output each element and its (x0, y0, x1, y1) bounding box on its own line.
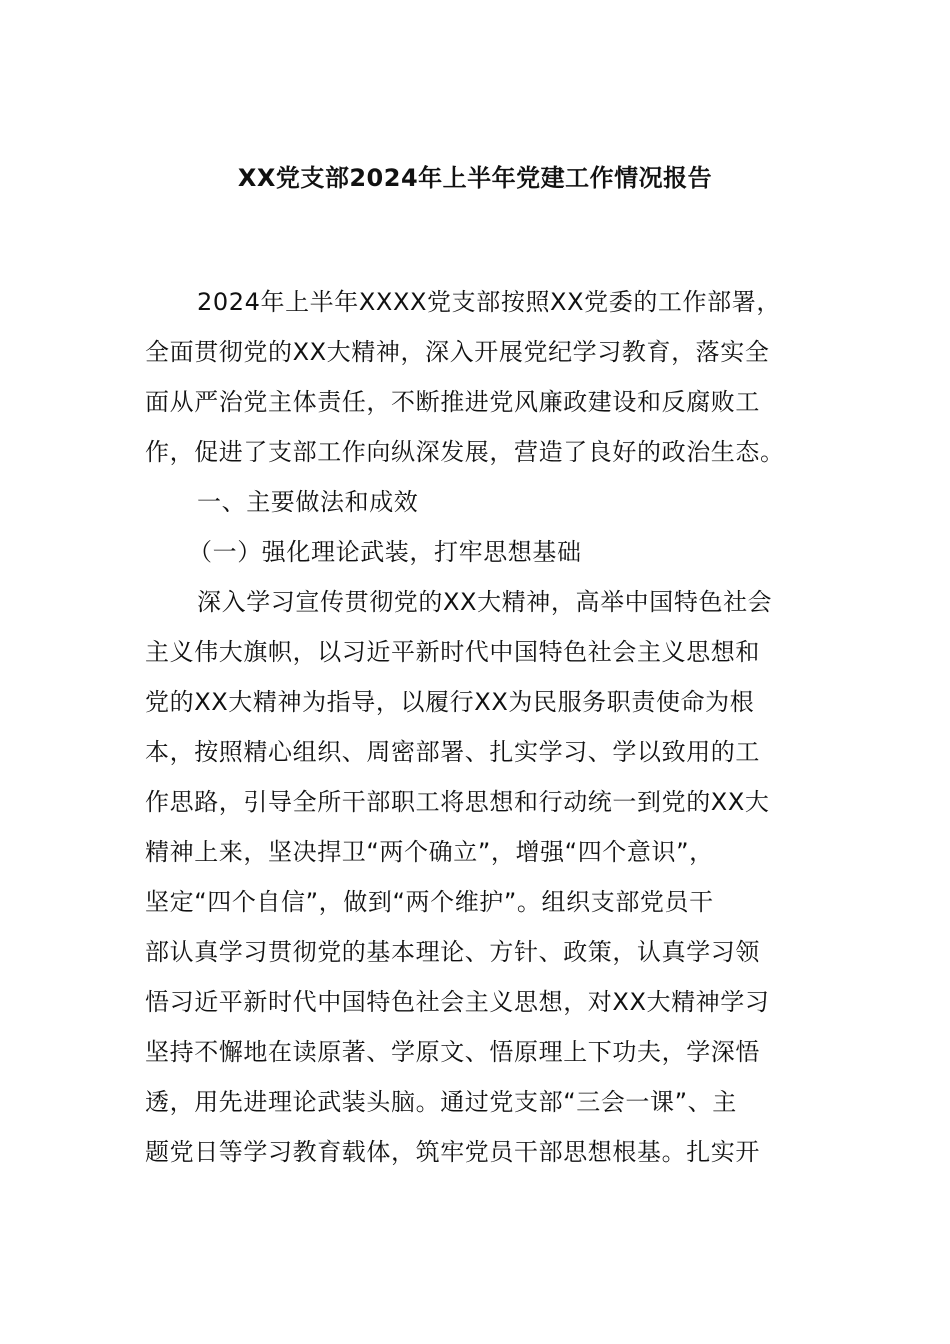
paragraph-line: 全面贯彻党的XX大精神，深入开展党纪学习教育，落实全 (145, 338, 770, 366)
paragraph-line: 党的XX大精神为指导，以履行XX为民服务职责使命为根 (145, 688, 755, 716)
paragraph-line: 作，促进了支部工作向纵深发展，营造了良好的政治生态。 (145, 438, 785, 466)
paragraph-line: 悟习近平新时代中国特色社会主义思想，对XX大精神学习 (145, 988, 770, 1016)
paragraph-line: 2024年上半年XXXX党支部按照XX党委的工作部署， (197, 288, 781, 316)
paragraph-line: 本，按照精心组织、周密部署、扎实学习、学以致用的工 (145, 738, 760, 766)
paragraph-line: 题党日等学习教育载体，筑牢党员干部思想根基。扎实开 (145, 1138, 760, 1166)
paragraph-line: 透，用先进理论武装头脑。通过党支部“三会一课”、主 (145, 1088, 737, 1116)
section-heading: 一、主要做法和成效 (197, 488, 419, 516)
paragraph-line: 主义伟大旗帜，以习近平新时代中国特色社会主义思想和 (145, 638, 760, 666)
document-title: XX党支部2024年上半年党建工作情况报告 (237, 164, 713, 192)
paragraph-line: 作思路，引导全所干部职工将思想和行动统一到党的XX大 (145, 788, 770, 816)
subsection-heading: （一）强化理论武装，打牢思想基础 (188, 538, 582, 566)
paragraph-line: 深入学习宣传贯彻党的XX大精神，高举中国特色社会 (197, 588, 773, 616)
paragraph-line: 坚定“四个自信”，做到“两个维护”。组织支部党员干 (145, 888, 714, 916)
paragraph-line: 面从严治党主体责任，不断推进党风廉政建设和反腐败工 (145, 388, 760, 416)
paragraph-line: 部认真学习贯彻党的基本理论、方针、政策，认真学习领 (145, 938, 760, 966)
paragraph-line: 精神上来，坚决捍卫“两个确立”，增强“四个意识”， (145, 838, 714, 866)
paragraph-line: 坚持不懈地在读原著、学原文、悟原理上下功夫，学深悟 (145, 1038, 760, 1066)
